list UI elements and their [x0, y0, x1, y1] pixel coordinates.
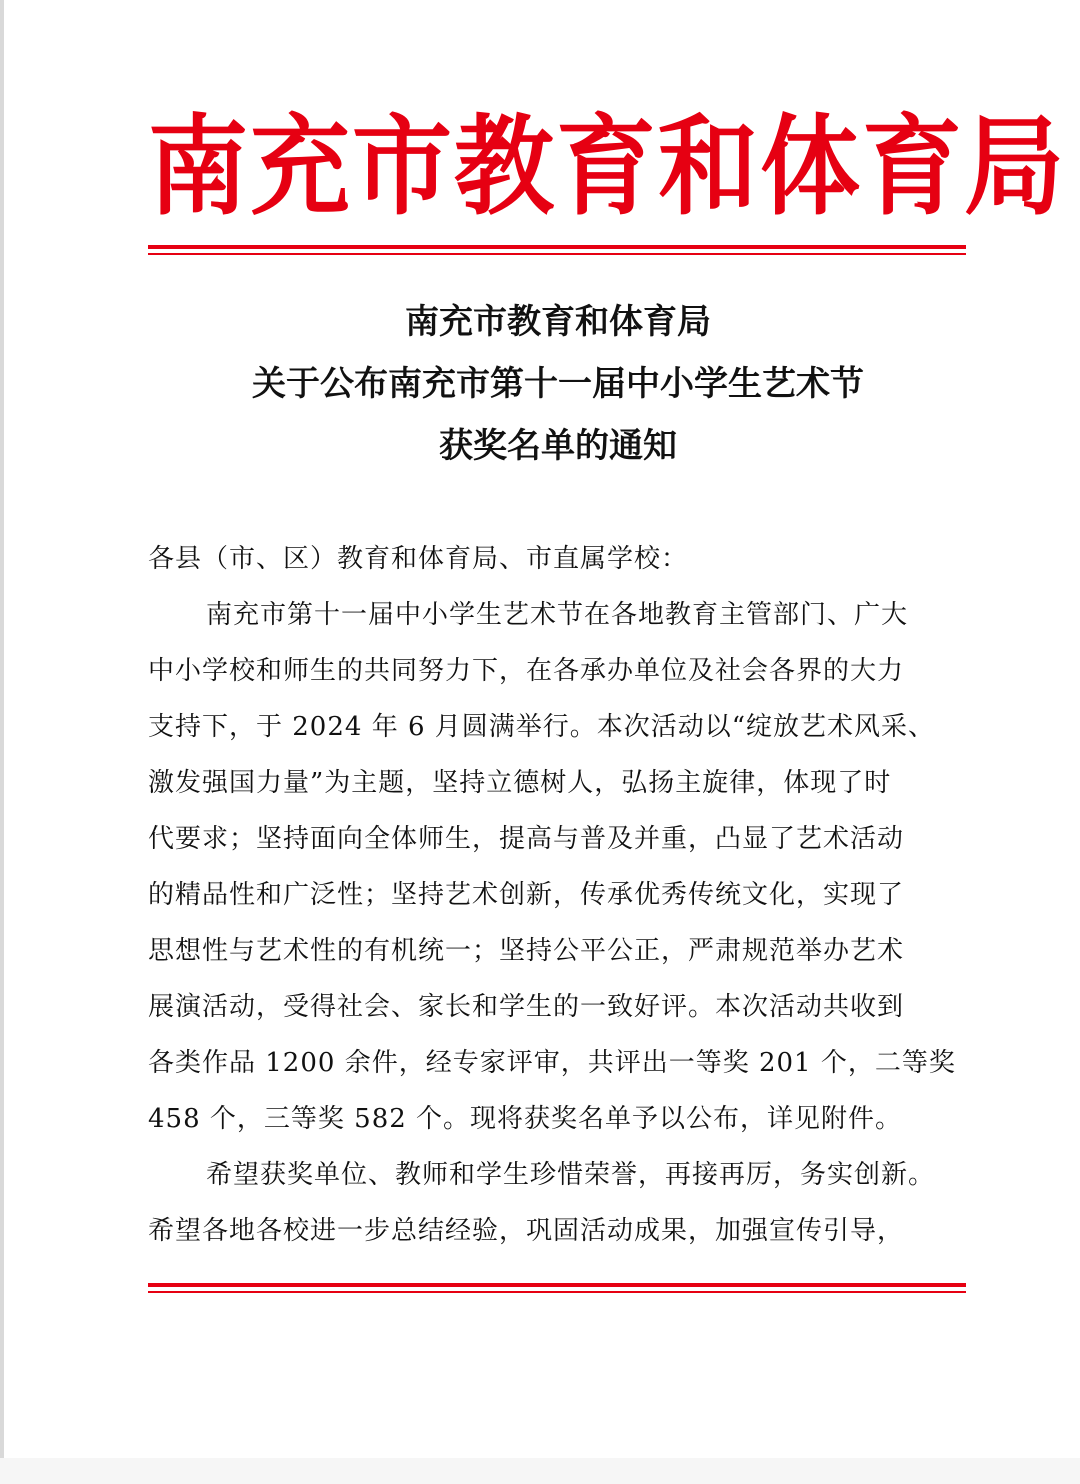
- paragraph-1-line: 代要求；坚持面向全体师生，提高与普及并重，凸显了艺术活动: [148, 824, 905, 854]
- masthead-title: 南充市教育和体育局: [148, 102, 1066, 230]
- paragraph-1-line: 南充市第十一届中小学生艺术节在各地教育主管部门、广大: [206, 600, 909, 630]
- paragraph-2-line: 希望各地各校进一步总结经验，巩固活动成果，加强宣传引导，: [148, 1216, 905, 1246]
- page-left-edge: [0, 0, 4, 1484]
- paragraph-1-line: 的精品性和广泛性；坚持艺术创新，传承优秀传统文化，实现了: [148, 880, 905, 910]
- paragraph-1-line: 支持下，于 2024 年 6 月圆满举行。本次活动以“绽放艺术风采、: [148, 712, 936, 742]
- page-bottom-edge: [0, 1458, 1080, 1484]
- notice-title-line-1: 南充市教育和体育局: [405, 302, 711, 342]
- paragraph-1-line: 中小学校和师生的共同努力下，在各承办单位及社会各界的大力: [148, 656, 905, 686]
- masthead-rule-thin: [148, 253, 966, 255]
- notice-title-line-2: 关于公布南充市第十一届中小学生艺术节: [252, 364, 864, 404]
- paragraph-1-line: 458 个，三等奖 582 个。现将获奖名单予以公布，详见附件。: [148, 1104, 903, 1134]
- salutation: 各县（市、区）教育和体育局、市直属学校：: [148, 544, 689, 574]
- paragraph-2-line: 希望获奖单位、教师和学生珍惜荣誉，再接再厉，务实创新。: [206, 1160, 936, 1190]
- masthead-rule-thick: [148, 245, 966, 249]
- paragraph-1-line: 激发强国力量”为主题，坚持立德树人，弘扬主旋律，体现了时: [148, 768, 892, 798]
- paragraph-1-line: 各类作品 1200 余件，经专家评审，共评出一等奖 201 个，二等奖: [148, 1048, 956, 1078]
- paragraph-1-line: 思想性与艺术性的有机统一；坚持公平公正，严肃规范举办艺术: [148, 936, 905, 966]
- paragraph-1-line: 展演活动，受得社会、家长和学生的一致好评。本次活动共收到: [148, 992, 905, 1022]
- footer-rule-thin: [148, 1291, 966, 1293]
- notice-title-line-3: 获奖名单的通知: [439, 426, 677, 466]
- footer-rule-thick: [148, 1283, 966, 1287]
